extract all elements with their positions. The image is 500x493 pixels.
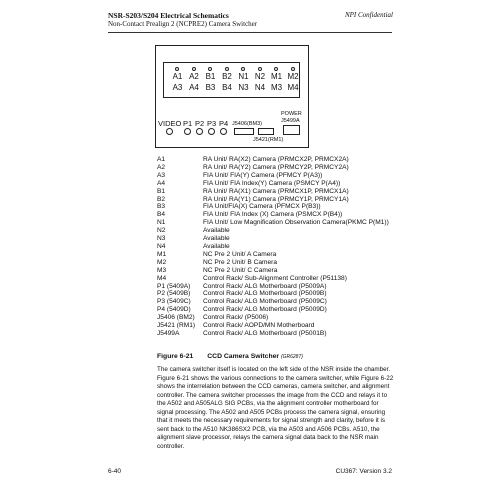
connector-code: P4 (5409D)	[157, 306, 191, 314]
table-row	[157, 219, 389, 227]
connector-code: P2 (5409B)	[157, 290, 191, 298]
connector-pin	[175, 67, 179, 71]
connector-code: P3 (5409C)	[157, 298, 191, 306]
table-row	[157, 330, 389, 338]
connector-description: Control Rack/ ALG Motherboard (P5009C)	[203, 298, 327, 306]
connector-pin	[192, 67, 196, 71]
connector-label: M2	[287, 72, 299, 81]
connector-description: FIA Unit/FIA(X) Camera (PFMCX P(B3))	[203, 203, 321, 211]
connector-pin	[274, 67, 278, 71]
connector-description: NC Pre 2 Unit/ A Camera	[203, 250, 277, 258]
connector-description: Control Rack/ ALG Motherboard (P5009B)	[203, 290, 327, 298]
connector-code: A1	[157, 156, 166, 163]
connector-pin	[258, 67, 262, 71]
connector-description: FIA Unit/ FIA Index (X) Camera (PSMCX P(B4))	[203, 211, 343, 219]
connector-code: A2	[157, 163, 166, 171]
table-row	[157, 227, 389, 235]
table-row	[157, 283, 389, 291]
table-row	[157, 298, 389, 306]
connector-description: NC Pre 2 Unit/ B Camera	[203, 258, 278, 266]
connector-code: J5499A	[157, 329, 180, 337]
j5406-connector	[234, 128, 254, 135]
video-label: VIDEO	[158, 119, 182, 128]
connector-description: Available	[203, 235, 230, 243]
connector-label: M3	[270, 83, 283, 92]
table-row	[157, 196, 389, 204]
connector-description: Control Rack/ ALG Motherboard (P5001B)	[203, 329, 327, 337]
top-pin-row	[164, 67, 301, 70]
connector-label: N1	[238, 72, 249, 81]
table-row	[157, 306, 389, 314]
connector-description: Available	[203, 242, 230, 250]
p3-connector	[208, 128, 215, 135]
connector-label: B4	[222, 83, 232, 92]
p1-connector	[184, 128, 191, 135]
table-row	[157, 267, 389, 275]
camera-connector-block	[163, 62, 300, 98]
connector-description: RA Unit/ RA(X2) Camera (PRMCX2P, PRMCX2A)	[203, 156, 349, 163]
table-row	[157, 243, 389, 251]
figure-number: Figure 6-21	[157, 353, 194, 360]
connector-description: Control Rack/ AOPD/MN Motherboard	[203, 322, 315, 330]
connector-code: J5421 (RM1)	[157, 322, 196, 330]
power-label: POWER	[281, 111, 302, 117]
table-row	[157, 290, 389, 298]
connector-description: FIA Unit/ FIA Index(Y) Camera (PSMCY P(A4))	[203, 179, 341, 187]
connector-code: P1 (5409A)	[157, 282, 191, 290]
connector-description: Control Rack/ (P5006)	[203, 314, 269, 322]
version-label: CU367: Version 3.2	[335, 468, 392, 475]
table-row	[157, 156, 389, 164]
video-connector	[166, 128, 173, 135]
connector-code: B2	[157, 195, 166, 203]
p4-label: P4	[219, 119, 229, 128]
connector-label: N2	[254, 72, 266, 81]
j5499-label: J5499A	[281, 118, 300, 124]
connector-description: Control Rack/ Sub-Alignment Controller (P51138)	[203, 274, 347, 282]
table-row	[157, 211, 389, 219]
connector-description: NC Pre 2 Unit/ C Camera	[203, 266, 278, 274]
connector-description: Available	[203, 227, 230, 235]
connector-description: RA Unit/ RA(X1) Camera (PRMCX1P, PRMCX1A)	[203, 187, 349, 195]
connector-label: A4	[189, 83, 199, 92]
connector-description: FIA Unit/ Low Magnification Observation Camera(PKMC P(M1))	[203, 219, 389, 227]
document-subtitle: Non-Contact Prealign 2 (NCPRE2) Camera Switcher	[108, 20, 258, 28]
page-number: 6-40	[108, 468, 122, 475]
connector-pin	[208, 67, 212, 71]
connector-code: M2	[157, 258, 167, 266]
connector-pin	[291, 67, 295, 71]
connector-code: B4	[157, 211, 166, 219]
connector-code: M3	[157, 266, 167, 274]
connector-label: A1	[172, 72, 183, 81]
table-row	[157, 275, 389, 283]
p1-label: P1	[183, 119, 193, 128]
p4-connector	[220, 128, 227, 135]
table-row	[157, 172, 389, 180]
body-paragraph: The camera switcher itself is located on the left side of the NSR inside the chamber. Figure 6-21 shows the various connections to the camera switcher, while Figure 6-22 shows the interrelation between the CCD cameras, camera switcher, and alignment controller. The camera switcher processes the image from the CCD and relays it to the A502 and A505ALG SIG PCBs, via the alignment controller motherboard for signal processing. The A502 and A505 PCBs process the camera signal, ensuring that it meets the necessary requirements for signal strength and clarity, before it is sent back to the A510 NK386SX2 PCB, via the A503 and A506 PCBs. A510, the alignment slave processor, relays the camera signal data back to the NSR main controller.	[157, 366, 394, 450]
table-row	[157, 164, 389, 172]
j5421-connector	[258, 128, 274, 135]
header-rule	[108, 32, 392, 33]
connector-code: J5406 (BM2)	[157, 314, 195, 322]
power-connector	[283, 125, 300, 135]
connector-code: N2	[157, 227, 166, 235]
p2-label: P2	[195, 119, 205, 128]
connector-code: B3	[157, 203, 166, 211]
connector-label: N4	[254, 83, 266, 92]
connector-code: N1	[157, 219, 166, 227]
connector-label: A2	[189, 72, 199, 81]
connector-code: M1	[157, 250, 167, 258]
connector-code: N4	[157, 242, 166, 250]
connector-code: A4	[157, 179, 166, 187]
connector-label: A3	[172, 83, 183, 92]
document-title: NSR-S203/S204 Electrical Schematics	[108, 11, 229, 20]
connector-pin	[225, 67, 229, 71]
connector-label: B1	[205, 72, 216, 81]
figure-caption	[157, 353, 303, 360]
connector-label: B2	[222, 72, 232, 81]
connector-pin	[241, 67, 245, 71]
table-row	[157, 322, 389, 330]
connector-label: B3	[205, 83, 216, 92]
table-row	[157, 259, 389, 267]
connector-label: M4	[287, 83, 299, 92]
connector-description: FIA Unit/ FIA(Y) Camera (PFMCY P(A3))	[203, 171, 323, 179]
table-row	[157, 180, 389, 188]
figure-title: CCD Camera Switcher	[207, 353, 281, 360]
connector-code: M4	[157, 274, 167, 282]
j5421-label: J5421(RM1)	[253, 137, 284, 143]
table-row	[157, 235, 389, 243]
table-row	[157, 251, 389, 259]
connector-label: N3	[238, 83, 249, 92]
p3-label: P3	[207, 119, 217, 128]
table-row	[157, 314, 389, 322]
connector-description: Control Rack/ ALG Motherboard (P5009D)	[203, 306, 327, 314]
figure-code: (GR6287)	[280, 354, 303, 360]
connector-code: A3	[157, 171, 166, 179]
connector-code: N3	[157, 235, 166, 243]
p2-connector	[196, 128, 203, 135]
connector-code: B1	[157, 187, 166, 195]
connector-label: M1	[270, 72, 283, 81]
table-row	[157, 203, 389, 211]
connector-description: RA Unit/ RA(Y2) Camera (PRMCY2P, PRMCY2A)	[203, 163, 349, 171]
confidential-label: NPI Confidential	[344, 11, 393, 19]
connection-table	[157, 156, 389, 338]
page-header	[108, 11, 257, 29]
table-row	[157, 188, 389, 196]
connector-description: RA Unit/ RA(Y1) Camera (PRMCY1P, PRMCY1A)	[203, 195, 349, 203]
connector-description: Control Rack/ ALG Motherboard (P5009A)	[203, 282, 327, 290]
j5406-label: J5406(BM3)	[232, 121, 262, 127]
